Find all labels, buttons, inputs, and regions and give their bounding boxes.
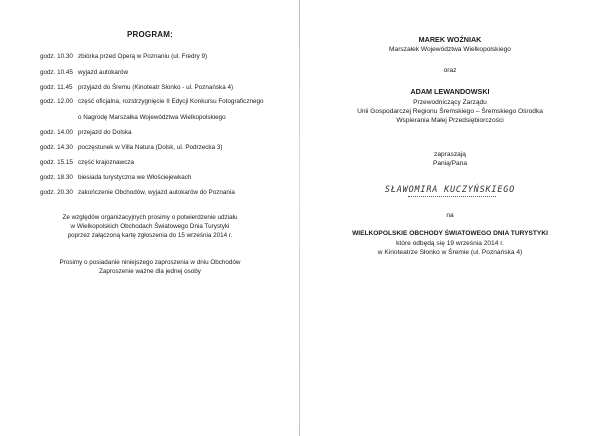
note-line: w Wielkopolskich Obchodach Światowego Dnia Turystyki (70, 223, 230, 230)
schedule-desc: część oficjalna, rozstrzygnięcie II Edycji Konkursu Fotograficznego (78, 98, 264, 105)
schedule-desc: biesiada turystyczna we Włościejewkach (78, 174, 192, 181)
schedule-row (40, 53, 207, 60)
schedule-row (40, 174, 191, 181)
event-detail-line: w Kinoteatrze Słonko w Śremie (ul. Poznańska 4) (377, 249, 523, 256)
na-text: na (446, 212, 454, 219)
host2-name: ADAM LEWANDOWSKI (410, 87, 490, 96)
invite-line: zapraszają (434, 151, 466, 158)
invitation-validity-note (0, 258, 300, 276)
schedule-row-continued (40, 114, 226, 121)
note-line: Prosimy o posiadanie niniejszego zaproszenia w dniu Obchodów (59, 259, 241, 266)
schedule-desc: przyjazd do Śremu (Kinoteatr Słonko - ul. Poznańska 4) (78, 84, 234, 91)
schedule-row (40, 144, 222, 151)
event-name: WIELKOPOLSKIE OBCHODY ŚWIATOWEGO DNIA TURYSTYKI (352, 230, 548, 237)
schedule-time: godz. 20.30 (40, 189, 73, 196)
note-line: poprzez załączoną kartę zgłoszenia do 15 września 2014 r. (67, 232, 233, 239)
note-line: Ze względów organizacyjnych prosimy o potwierdzenie udziału (62, 214, 238, 221)
guest-name-handwritten: SŁAWOMIRA KUCZYŃSKIEGO (384, 185, 516, 195)
schedule-desc: o Nagrodę Marszałka Województwa Wielkopolskiego (78, 114, 226, 121)
schedule-desc: wyjazd autokarów (78, 69, 129, 76)
note-line: Zaproszenie ważne dla jednej osoby (99, 268, 201, 275)
schedule-desc: część krajoznawcza (78, 159, 134, 166)
schedule-time: godz. 12.00 (40, 98, 73, 105)
schedule-row (40, 159, 134, 166)
host2-title-line: Przewodniczący Zarządu (413, 99, 487, 106)
guest-name-line (408, 196, 496, 197)
registration-note (0, 213, 300, 240)
host2-title-line: Wspierania Małej Przedsiębiorczości (396, 117, 504, 124)
host1-name: MAREK WOŹNIAK (418, 35, 482, 44)
host2-title (300, 98, 600, 125)
invite-text (300, 150, 600, 168)
schedule-desc: poczęstunek w Villa Natura (Dolsk, ul. Podrzecka 3) (78, 144, 223, 151)
schedule-row (40, 129, 132, 136)
host2-title-line: Unii Gospodarczej Regionu Śremskiego – Śremskiego Ośrodka (357, 108, 543, 115)
schedule-row (40, 69, 128, 76)
schedule-time: godz. 15.15 (40, 159, 73, 166)
schedule-row (40, 189, 235, 196)
event-detail-line: które odbędą się 19 września 2014 r. (396, 240, 504, 247)
schedule-time: godz. 18.30 (40, 174, 73, 181)
invitation-page (300, 0, 600, 436)
schedule-time: godz. 10.30 (40, 53, 73, 60)
schedule-time: godz. 14.30 (40, 144, 73, 151)
schedule-time: godz. 11.45 (40, 84, 73, 91)
host1-title: Marszałek Województwa Wielkopolskiego (389, 46, 511, 53)
schedule-time: godz. 10.45 (40, 69, 73, 76)
schedule-time: godz. 14.00 (40, 129, 73, 136)
schedule-desc: przejazd do Dolska (78, 129, 132, 136)
and-text: oraz (443, 67, 457, 74)
schedule-row (40, 84, 233, 91)
program-heading: PROGRAM: (126, 30, 174, 39)
schedule-row (40, 98, 264, 105)
event-details (300, 239, 600, 257)
invite-line: Panią/Pana (432, 160, 468, 167)
schedule-desc: zakończenie Obchodów, wyjazd autokarów do Poznania (78, 189, 235, 196)
schedule-desc: zbiórka przed Operą w Poznaniu (ul. Fredry 9) (78, 53, 208, 60)
